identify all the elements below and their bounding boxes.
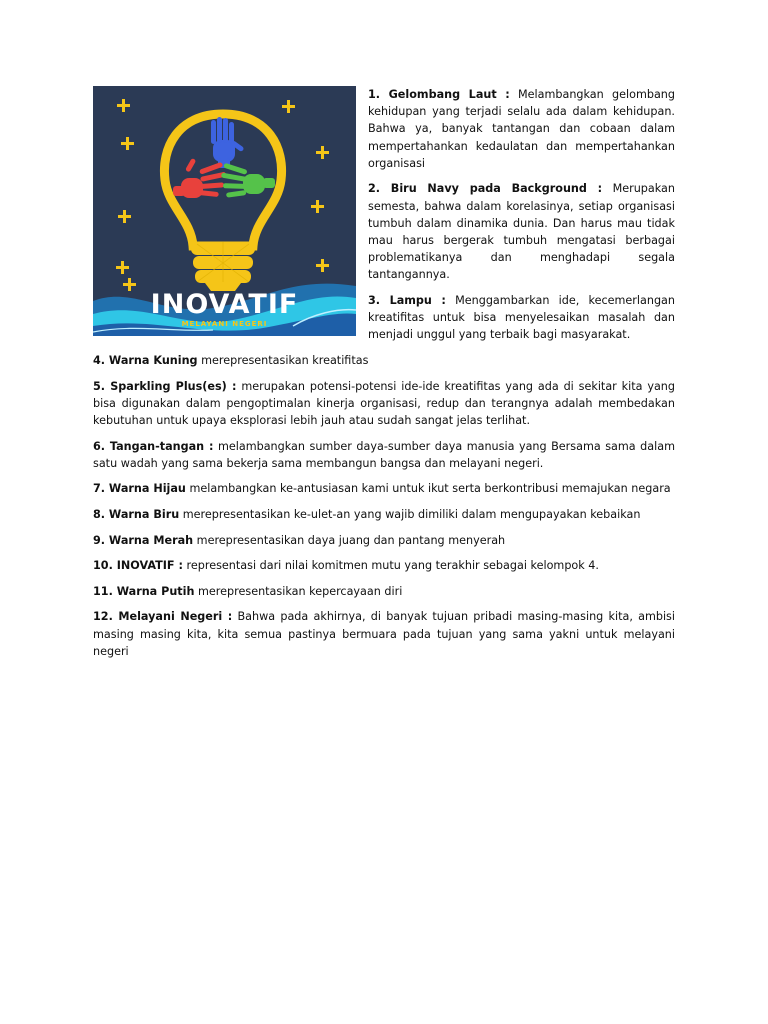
term: 8. Warna Biru	[93, 508, 180, 521]
description: melambangkan sumber daya-sumber daya manusia yang Bersama sama dalam satu wadah yang sama bekerja sama membangun bangsa dan melayani negeri.	[93, 439, 675, 470]
term: 6. Tangan-tangan :	[93, 439, 214, 453]
description: melambangkan ke-antusiasan kami untuk ikut serta berkontribusi memajukan negara	[185, 482, 671, 496]
description: merepresentasikan daya juang dan pantang menyerah	[193, 533, 506, 547]
description: merepresentasikan kepercayaan diri	[194, 584, 403, 598]
document-page	[93, 86, 675, 668]
term: 2. Biru Navy pada Background :	[368, 182, 603, 196]
description: Melambangkan gelombang kehidupan yang terjadi selalu ada dalam kehidupan. Bahwa ya, banyak tantangan dan cobaan dalam mempertahankan kedaulatan dan mempertahankan organisasi	[368, 88, 675, 170]
term: 12. Melayani Negeri :	[93, 610, 233, 624]
paragraph-tangan-tangan	[93, 438, 675, 472]
paragraph-inovatif	[93, 557, 675, 574]
term: 7. Warna Hijau	[93, 482, 186, 496]
description: Bahwa pada akhirnya, di banyak tujuan pribadi masing-masing kita, ambisi masing masing kita, kita semua pastinya bermuara pada tujuan yang sama yakni untuk melayani negeri	[93, 610, 675, 658]
term: 1. Gelombang Laut :	[368, 88, 510, 101]
paragraph-warna-kuning	[93, 352, 675, 369]
description: Merupakan semesta, bahwa dalam korelasinya, setiap organisasi tumbuh dalam dinamika dunia. Dan harus mau tidak mau harus bergerak tumbuh mengatasi berbagai problematikanya dan menghadapi segala tantangannya.	[368, 182, 675, 282]
description: merupakan potensi-potensi ide-ide kreatifitas yang ada di sekitar kita yang bisa digunakan dalam pengoptimalan kinerja organisasi, redup dan terangnya adalah membedakan kebutuhan untuk upaya eksplorasi lebih jauh atau sudah sangat jelas terlihat.	[93, 379, 675, 428]
paragraph-warna-biru	[93, 506, 675, 523]
description: merepresentasikan kreatifitas	[197, 354, 369, 368]
term: 3. Lampu :	[368, 294, 446, 308]
paragraph-warna-merah	[93, 532, 675, 549]
term: 10. INOVATIF :	[93, 559, 183, 573]
paragraph-sparkling-plus	[93, 378, 675, 430]
paragraph-melayani-negeri	[93, 608, 675, 660]
paragraph-warna-hijau	[93, 480, 675, 497]
inovatif-logo	[93, 86, 356, 336]
description: merepresentasikan ke-ulet-an yang wajib dimiliki dalam mengupayakan kebaikan	[179, 508, 641, 521]
term: 9. Warna Merah	[93, 533, 194, 547]
description: Menggambarkan ide, kecemerlangan kreatifitas untuk bisa menyelesaikan masalah dan menjadi unggul yang terbaik bagi masyarakat.	[368, 294, 676, 342]
description: representasi dari nilai komitmen mutu yang terakhir sebagai kelompok 4.	[182, 559, 599, 573]
paragraph-warna-putih	[93, 583, 675, 600]
logo-title: INOVATIF	[150, 289, 299, 320]
term: 11. Warna Putih	[93, 584, 195, 598]
logo-subtitle: MELAYANI NEGERI	[181, 320, 268, 328]
term: 5. Sparkling Plus(es) :	[93, 379, 237, 393]
term: 4. Warna Kuning	[93, 354, 198, 368]
